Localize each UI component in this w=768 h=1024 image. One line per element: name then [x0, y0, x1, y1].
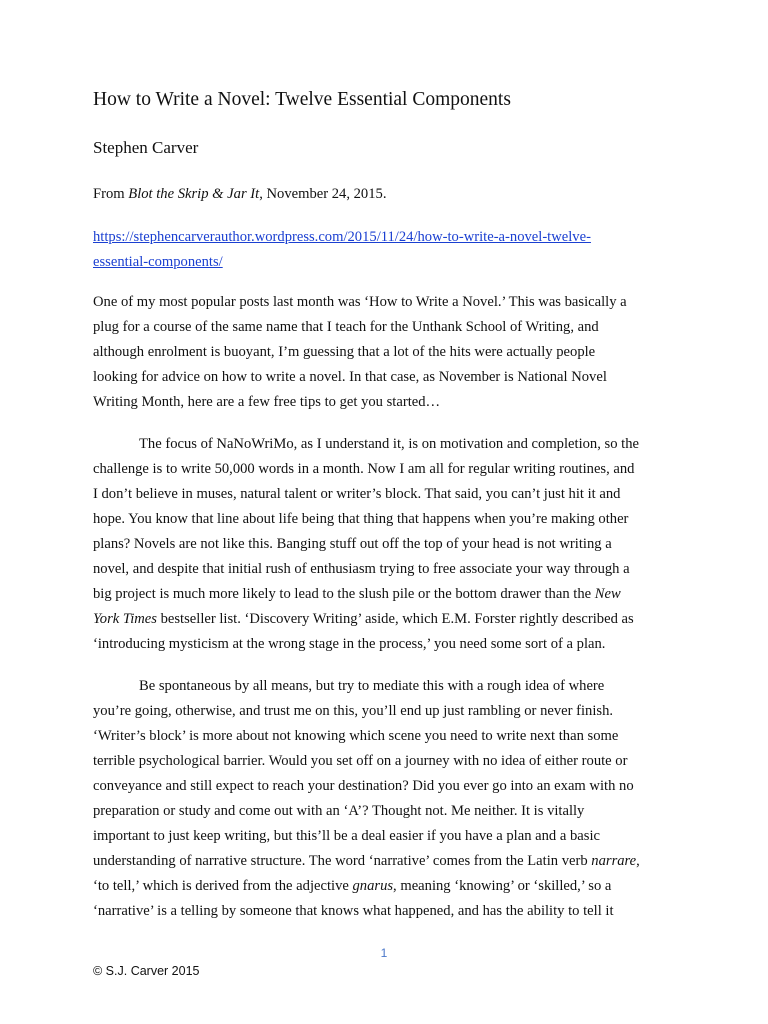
text-line: The focus of NaNoWriMo, as I understand it, is on motivation and completion, so the	[139, 436, 639, 452]
text-line: plans? Novels are not like this. Banging stuff out off the top of your head is not writing a	[93, 536, 612, 552]
text-line	[93, 874, 693, 899]
text-run: ‘to tell,’ which is derived from the adjective	[93, 878, 353, 894]
text-line	[93, 607, 693, 632]
text-line: important to just keep writing, but this’ll be a deal easier if you have a plan and a basic	[93, 828, 600, 844]
source-date: , November 24, 2015.	[259, 186, 387, 202]
text-run: understanding of narrative structure. The word ‘narrative’ comes from the Latin verb	[93, 853, 592, 869]
url-link-line-1[interactable]: https://stephencarverauthor.wordpress.com/2015/11/24/how-to-write-a-novel-twelve-	[93, 229, 591, 245]
text-line: One of my most popular posts last month was ‘How to Write a Novel.’ This was basically a	[93, 294, 627, 310]
page-number: 1	[380, 946, 388, 960]
copyright-footer: © S.J. Carver 2015	[93, 964, 200, 978]
text-line: Be spontaneous by all means, but try to mediate this with a rough idea of where	[139, 678, 605, 694]
text-run: bestseller list. ‘Discovery Writing’ aside, which E.M. Forster rightly described as	[156, 611, 634, 627]
text-line: challenge is to write 50,000 words in a month. Now I am all for regular writing routines, and	[93, 461, 635, 477]
italic-text: York Times	[93, 611, 157, 627]
italic-text: narrare	[591, 853, 637, 869]
text-line: conveyance and still expect to reach your destination? Did you ever go into an exam with no	[93, 778, 634, 794]
publication-name: Blot the Skrip & Jar It	[128, 186, 260, 202]
text-line: ‘Writer’s block’ is more about not knowing which scene you need to write next than some	[93, 728, 619, 744]
text-line: you’re going, otherwise, and trust me on this, you’ll end up just rambling or never finish.	[93, 703, 614, 719]
body-text	[93, 290, 693, 924]
text-line: Writing Month, here are a few free tips to get you started…	[93, 394, 441, 410]
source-url[interactable]	[93, 225, 693, 275]
text-run: big project is much more likely to lead to the slush pile or the bottom drawer than the	[93, 586, 595, 602]
author-name: Stephen Carver	[93, 138, 199, 157]
text-line: I don’t believe in muses, natural talent or writer’s block. That said, you can’t just hit it and	[93, 486, 621, 502]
italic-text: gnarus	[352, 878, 394, 894]
text-line: novel, and despite that initial rush of enthusiasm trying to free associate your way through a	[93, 561, 630, 577]
source-prefix: From	[93, 186, 129, 202]
text-line: terrible psychological barrier. Would you set off on a journey with no idea of either route or	[93, 753, 628, 769]
text-run: , meaning ‘knowing’ or ‘skilled,’ so a	[393, 878, 612, 894]
source-line	[93, 184, 386, 204]
paragraph-2	[93, 432, 693, 657]
text-line: ‘narrative’ is a telling by someone that knows what happened, and has the ability to tell it	[93, 903, 614, 919]
document-title: How to Write a Novel: Twelve Essential Components	[93, 89, 511, 110]
url-link-line-2[interactable]: essential-components/	[93, 254, 223, 270]
text-run: ,	[636, 853, 640, 869]
text-line	[93, 582, 693, 607]
text-line: looking for advice on how to write a novel. In that case, as November is National Novel	[93, 369, 607, 385]
text-line: plug for a course of the same name that I teach for the Unthank School of Writing, and	[93, 319, 599, 335]
text-line: preparation or study and come out with an ‘A’? Thought not. Me neither. It is vitally	[93, 803, 585, 819]
text-line: although enrolment is buoyant, I’m guessing that a lot of the hits were actually people	[93, 344, 596, 360]
paragraph-3	[93, 674, 693, 924]
text-line	[93, 849, 693, 874]
paragraph-1	[93, 290, 693, 415]
italic-text: New	[594, 586, 621, 602]
text-line: ‘introducing mysticism at the wrong stage in the process,’ you need some sort of a plan.	[93, 636, 606, 652]
text-line: hope. You know that line about life being that thing that happens when you’re making other	[93, 511, 629, 527]
